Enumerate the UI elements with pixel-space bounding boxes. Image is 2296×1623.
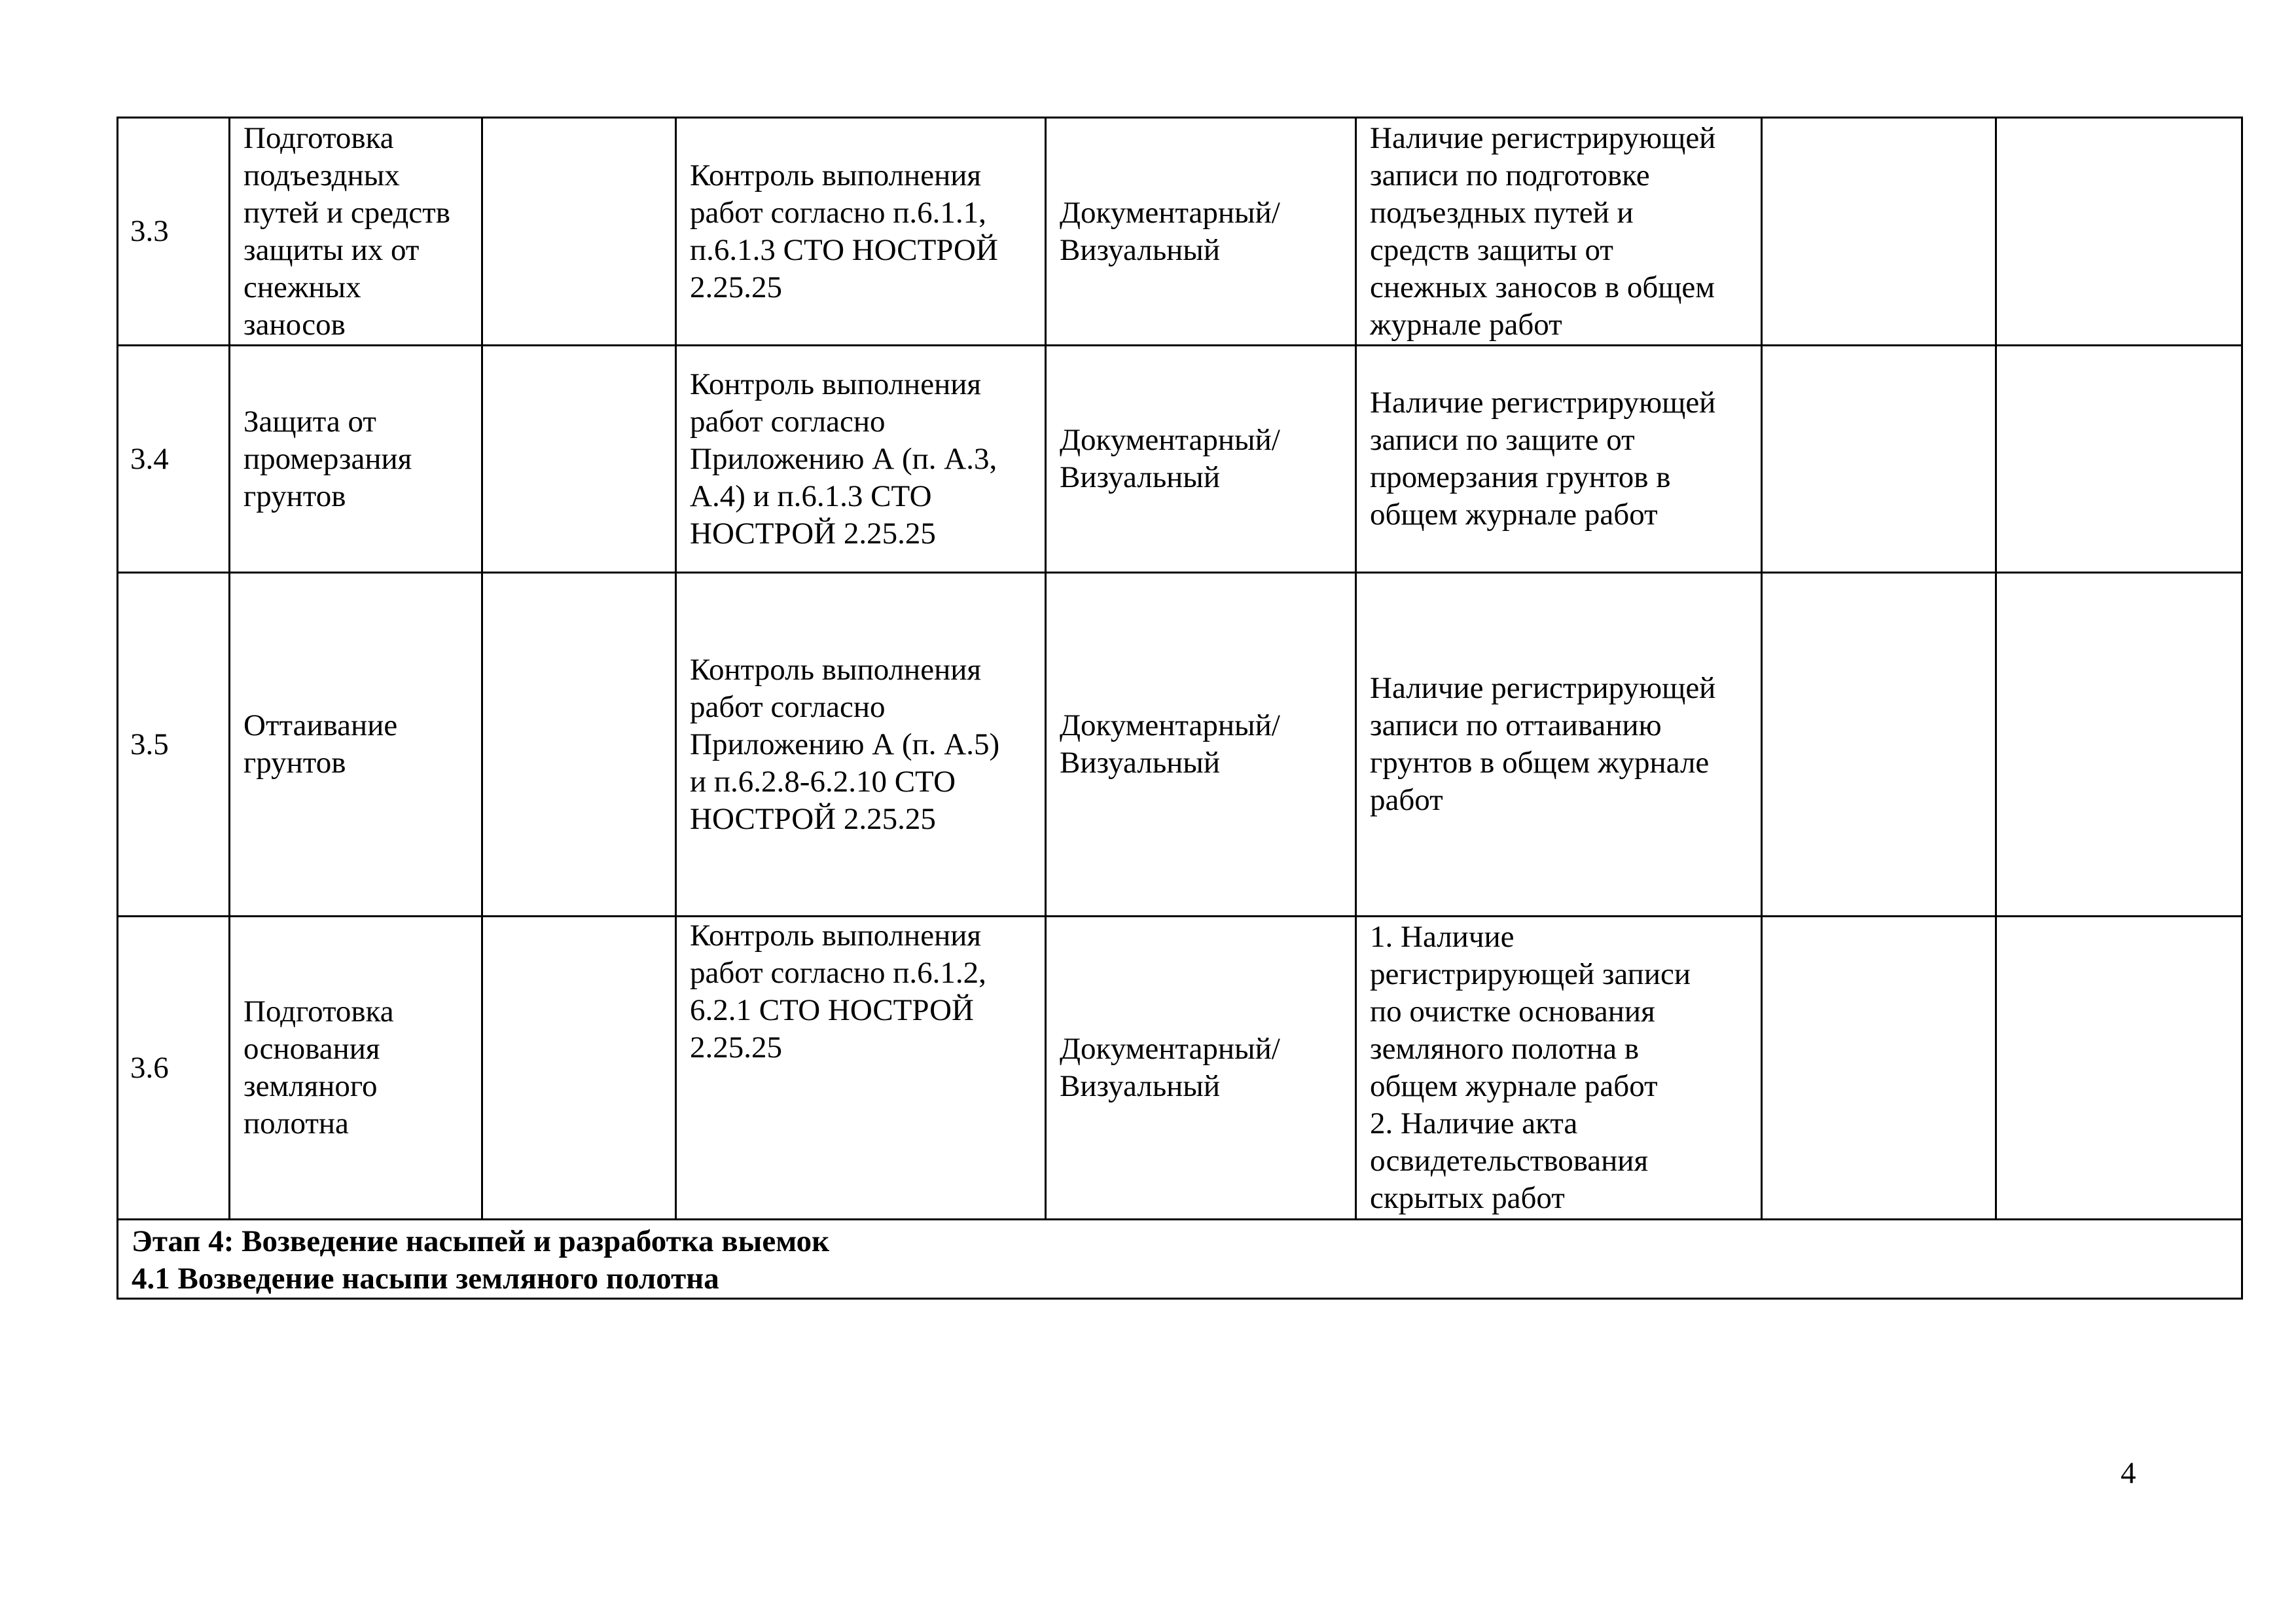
empty-cell: [1762, 346, 1996, 573]
method-cell: Документарный/ Визуальный: [1046, 346, 1356, 573]
table-row: [118, 118, 2242, 346]
empty-cell: [1762, 573, 1996, 917]
stage-heading-cell: [118, 1220, 2242, 1299]
row-number-cell: 3.4: [118, 346, 230, 573]
empty-cell: [482, 917, 676, 1220]
work-name-cell: Оттаивание грунтов: [230, 573, 482, 917]
row-number-cell: 3.6: [118, 917, 230, 1220]
empty-cell: [1996, 346, 2242, 573]
empty-cell: [482, 346, 676, 573]
method-cell: Документарный/ Визуальный: [1046, 118, 1356, 346]
empty-cell: [1996, 917, 2242, 1220]
control-cell: Контроль выполнения работ согласно п.6.1.2, 6.2.1 СТО НОСТРОЙ 2.25.25: [676, 917, 1046, 1220]
method-cell: Документарный/ Визуальный: [1046, 573, 1356, 917]
empty-cell: [1762, 917, 1996, 1220]
control-cell: Контроль выполнения работ согласно Приложению А (п. А.3, А.4) и п.6.1.3 СТО НОСТРОЙ 2.25.25: [676, 346, 1046, 573]
empty-cell: [1762, 118, 1996, 346]
table-row: [118, 346, 2242, 573]
inspection-table: [117, 117, 2243, 1300]
page-number: 4: [2121, 1456, 2136, 1490]
work-name-cell: Защита от промерзания грунтов: [230, 346, 482, 573]
result-cell: Наличие регистрирующей записи по подготовке подъездных путей и средств защиты от снежных заносов в общем журнале работ: [1356, 118, 1762, 346]
control-cell: Контроль выполнения работ согласно Приложению А (п. А.5) и п.6.2.8-6.2.10 СТО НОСТРОЙ 2.25.25: [676, 573, 1046, 917]
empty-cell: [482, 118, 676, 346]
work-name-cell: Подготовка основания земляного полотна: [230, 917, 482, 1220]
stage-subtitle: 4.1 Возведение насыпи земляного полотна: [132, 1262, 719, 1296]
stage-title: Этап 4: Возведение насыпей и разработка выемок: [132, 1224, 830, 1258]
empty-cell: [1996, 573, 2242, 917]
result-cell: 1. Наличие регистрирующей записи по очистке основания земляного полотна в общем журнале работ 2. Наличие акта освидетельствования скрытых работ: [1356, 917, 1762, 1220]
table-row: [118, 573, 2242, 917]
control-cell: Контроль выполнения работ согласно п.6.1.1, п.6.1.3 СТО НОСТРОЙ 2.25.25: [676, 118, 1046, 346]
empty-cell: [1996, 118, 2242, 346]
stage-row: [118, 1220, 2242, 1299]
result-cell: Наличие регистрирующей записи по защите от промерзания грунтов в общем журнале работ: [1356, 346, 1762, 573]
table-row: [118, 917, 2242, 1220]
row-number-cell: 3.3: [118, 118, 230, 346]
result-cell: Наличие регистрирующей записи по оттаиванию грунтов в общем журнале работ: [1356, 573, 1762, 917]
work-name-cell: Подготовка подъездных путей и средств защиты их от снежных заносов: [230, 118, 482, 346]
empty-cell: [482, 573, 676, 917]
method-cell: Документарный/ Визуальный: [1046, 917, 1356, 1220]
row-number-cell: 3.5: [118, 573, 230, 917]
